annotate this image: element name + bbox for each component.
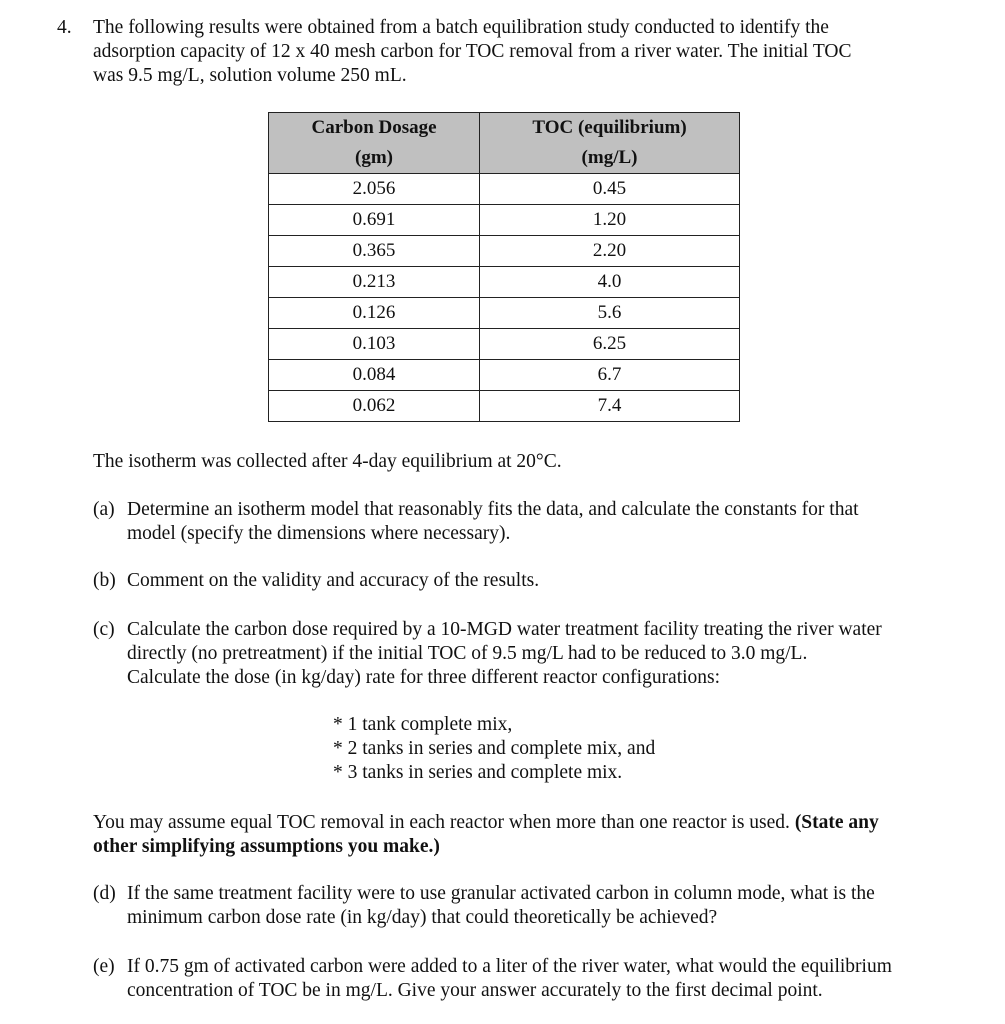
cell: 0.062	[269, 391, 480, 422]
part-a-label: (a)	[93, 499, 115, 520]
cell: 0.365	[269, 236, 480, 267]
cell: 7.4	[480, 391, 740, 422]
question-intro	[93, 16, 852, 88]
header-toc: TOC (equilibrium) (mg/L)	[480, 113, 740, 174]
table-row	[269, 267, 740, 298]
reactor-list	[333, 713, 655, 785]
question-number: 4.	[57, 17, 72, 38]
part-e-text: If 0.75 gm of activated carbon were added to a liter of the river water, what would the equilibrium concentration of TOC be in mg/L. Give your answer accurately to the first decimal point.	[127, 956, 892, 1001]
cell: 2.056	[269, 174, 480, 205]
table-row	[269, 298, 740, 329]
table-row	[269, 360, 740, 391]
cell: 0.126	[269, 298, 480, 329]
cell: 0.691	[269, 205, 480, 236]
data-table	[268, 112, 740, 422]
part-c-text: Calculate the carbon dose required by a 10-MGD water treatment facility treating the river water directly (no pretreatment) if the initial TOC of 9.5 mg/L had to be reduced to 3.0 mg/L. Calculate the dose (in kg/day) rate for three different reactor configurations:	[127, 619, 882, 688]
list-item: * 3 tanks in series and complete mix.	[333, 762, 623, 783]
list-item: * 1 tank complete mix,	[333, 714, 513, 735]
table-row	[269, 236, 740, 267]
intro-line: The following results were obtained from a batch equilibration study conducted to identify the	[93, 17, 829, 38]
cell: 0.45	[480, 174, 740, 205]
part-b-text: Comment on the validity and accuracy of the results.	[127, 570, 540, 591]
table-row	[269, 391, 740, 422]
cell: 0.103	[269, 329, 480, 360]
cell: 6.25	[480, 329, 740, 360]
cell: 0.084	[269, 360, 480, 391]
part-d-label: (d)	[93, 883, 116, 904]
cell: 2.20	[480, 236, 740, 267]
isotherm-note: The isotherm was collected after 4-day equilibrium at 20°C.	[93, 451, 562, 472]
intro-line: adsorption capacity of 12 x 40 mesh carbon for TOC removal from a river water. The initial TOC	[93, 41, 852, 62]
header-carbon-dosage: Carbon Dosage (gm)	[269, 113, 480, 174]
part-e-label: (e)	[93, 956, 115, 977]
assumption-note: You may assume equal TOC removal in each reactor when more than one reactor is used. (State any other simplifying assumptions you make.)	[93, 812, 879, 857]
part-b-label: (b)	[93, 570, 116, 591]
part-c-label: (c)	[93, 619, 115, 640]
intro-line: was 9.5 mg/L, solution volume 250 mL.	[93, 65, 407, 86]
cell: 5.6	[480, 298, 740, 329]
cell: 4.0	[480, 267, 740, 298]
list-item: * 2 tanks in series and complete mix, and	[333, 738, 656, 759]
table-row	[269, 174, 740, 205]
part-d-text: If the same treatment facility were to use granular activated carbon in column mode, what is the minimum carbon dose rate (in kg/day) that could theoretically be achieved?	[127, 883, 875, 928]
cell: 0.213	[269, 267, 480, 298]
cell: 6.7	[480, 360, 740, 391]
table-row	[269, 205, 740, 236]
table-header	[269, 113, 740, 174]
table-row	[269, 329, 740, 360]
part-a-text: Determine an isotherm model that reasonably fits the data, and calculate the constants for that model (specify the dimensions where necessary).	[127, 499, 859, 544]
cell: 1.20	[480, 205, 740, 236]
